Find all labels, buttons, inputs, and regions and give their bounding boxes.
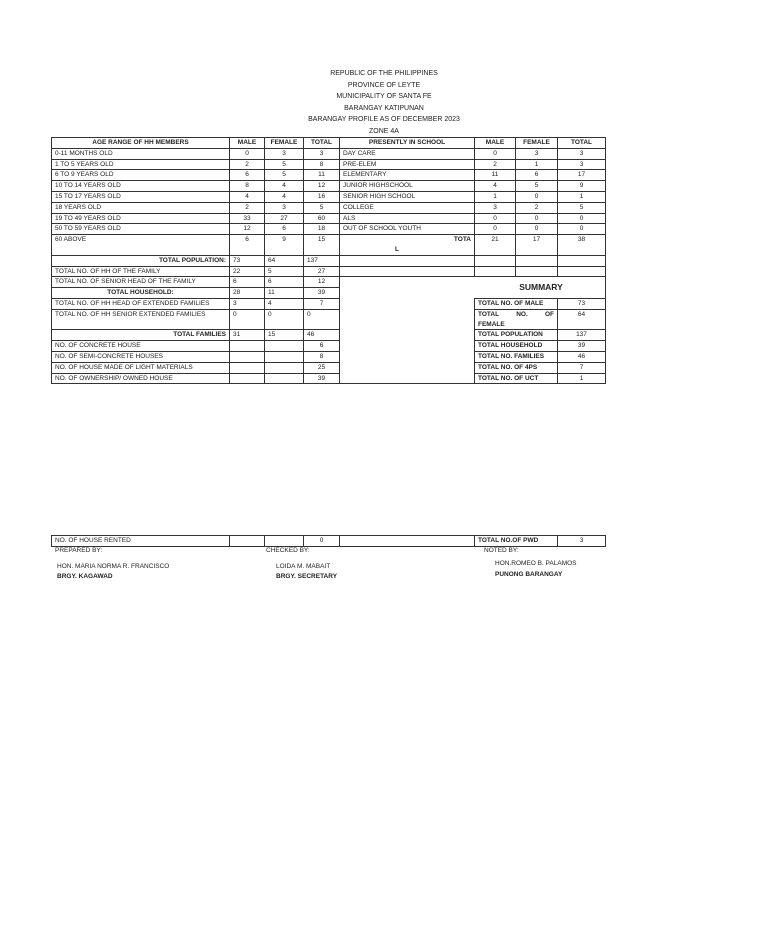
empty-cell — [475, 255, 516, 266]
school-female: 1 — [516, 159, 558, 170]
school-male: 4 — [475, 181, 516, 192]
table-row — [52, 277, 606, 288]
summary-population-value: 137 — [558, 330, 606, 341]
extended-head-total: 7 — [304, 298, 340, 309]
header-municipality: MUNICIPALITY OF SANTA FE — [336, 93, 432, 100]
school-label: SENIOR HIGH SCHOOL — [340, 191, 475, 202]
school-total: 5 — [558, 202, 606, 213]
age-female: 9 — [265, 235, 304, 256]
summary-male-value: 73 — [558, 298, 606, 309]
age-male: 6 — [230, 170, 265, 181]
table-row — [52, 213, 606, 224]
header-province: PROVINCE OF LEYTE — [347, 81, 421, 89]
age-female: 3 — [265, 202, 304, 213]
empty-cell — [340, 362, 475, 373]
age-male: 6 — [230, 235, 265, 256]
total-families-female: 15 — [265, 330, 304, 341]
age-label: 10 TO 14 YEARS OLD — [52, 181, 230, 192]
total-household-label: TOTAL HOUSEHOLD: — [52, 288, 230, 299]
age-total: 11 — [304, 170, 340, 181]
age-total: 60 — [304, 213, 340, 224]
empty-cell — [340, 255, 475, 266]
school-label: ELEMENTARY — [340, 170, 475, 181]
hh-of-family-male: 22 — [230, 266, 265, 277]
senior-head-female: 6 — [265, 277, 304, 288]
empty-cell — [265, 373, 304, 384]
school-male: 3 — [475, 202, 516, 213]
total-families-male: 31 — [230, 330, 265, 341]
age-label: 19 TO 49 YEARS OLD — [52, 213, 230, 224]
table-row — [52, 202, 606, 213]
school-male: 0 — [475, 224, 516, 235]
school-male: 0 — [475, 148, 516, 159]
table-row — [52, 170, 606, 181]
empty-cell — [340, 266, 475, 277]
school-female: 3 — [516, 148, 558, 159]
semi-concrete-label: NO. OF SEMI-CONCRETE HOUSES — [52, 351, 230, 362]
age-female: 6 — [265, 224, 304, 235]
age-male: 12 — [230, 224, 265, 235]
prepared-by-title: BRGY. KAGAWAD — [57, 573, 113, 580]
age-male: 2 — [230, 159, 265, 170]
school-label: ALS — [340, 213, 475, 224]
header-school-total: TOTAL — [558, 138, 606, 149]
pwd-label: TOTAL NO.OF PWD — [475, 536, 558, 547]
school-total: 3 — [558, 159, 606, 170]
summary-title: SUMMARY — [340, 277, 606, 299]
extended-head-female: 4 — [265, 298, 304, 309]
senior-extended-total: 0 — [304, 309, 340, 330]
empty-cell — [230, 351, 265, 362]
age-male: 0 — [230, 148, 265, 159]
age-label: 0-11 MONTHS OLD — [52, 148, 230, 159]
school-female: 0 — [516, 224, 558, 235]
header-republic: REPUBLIC OF THE PHILIPPINES — [330, 70, 438, 77]
hh-of-family-label: TOTAL NO. OF HH OF THE FAMILY — [52, 266, 230, 277]
table-row — [52, 341, 606, 352]
hh-of-family-total: 27 — [304, 266, 340, 277]
table-row — [52, 266, 606, 277]
summary-families-label: TOTAL NO. FAMILIES — [475, 351, 558, 362]
empty-cell — [230, 373, 265, 384]
age-total: 15 — [304, 235, 340, 256]
noted-by-name: HON.ROMEO B. PALAMOS — [495, 560, 577, 567]
summary-female-value: 64 — [558, 309, 606, 330]
age-label: 60 ABOVE — [52, 235, 230, 256]
age-female: 3 — [265, 148, 304, 159]
summary-uct-value: 1 — [558, 373, 606, 384]
age-total: 8 — [304, 159, 340, 170]
summary-female-label-part: NO. — [516, 310, 528, 318]
total-household-total: 39 — [304, 288, 340, 299]
senior-extended-label: TOTAL NO. OF HH SENIOR EXTENDED FAMILIES — [52, 309, 230, 330]
header-age-range: AGE RANGE OF HH MEMBERS — [52, 138, 230, 149]
document-header — [0, 68, 768, 137]
summary-household-value: 39 — [558, 341, 606, 352]
senior-head-label: TOTAL NO. OF SENIOR HEAD OF THE FAMILY — [52, 277, 230, 288]
empty-cell — [340, 351, 475, 362]
summary-4ps-value: 7 — [558, 362, 606, 373]
header-profile-date: BARANGAY PROFILE AS OF DECEMBER 2023 — [308, 116, 460, 123]
table-row — [52, 298, 606, 309]
school-label: DAY CARE — [340, 148, 475, 159]
school-label: COLLEGE — [340, 202, 475, 213]
semi-concrete-total: 8 — [304, 351, 340, 362]
school-total-label-wrap: L — [340, 245, 475, 255]
table-row — [52, 362, 606, 373]
pwd-value: 3 — [558, 536, 606, 547]
house-rented-label: NO. OF HOUSE RENTED — [52, 536, 230, 547]
header-barangay: BARANGAY KATIPUNAN — [344, 104, 424, 112]
barangay-profile-table — [51, 137, 606, 384]
summary-household-label: TOTAL HOUSEHOLD — [475, 341, 558, 352]
school-male: 2 — [475, 159, 516, 170]
age-total: 18 — [304, 224, 340, 235]
extended-head-label: TOTAL NO. OF HH HEAD OF EXTENDED FAMILIES — [52, 298, 230, 309]
ownership-label: NO. OF OWNERSHIP/ OWNED HOUSE — [52, 373, 230, 384]
empty-cell — [475, 266, 516, 277]
summary-uct-label: TOTAL NO. OF UCT — [475, 373, 558, 384]
empty-cell — [516, 266, 558, 277]
age-female: 5 — [265, 170, 304, 181]
age-male: 33 — [230, 213, 265, 224]
age-female: 4 — [265, 181, 304, 192]
header-male: MALE — [230, 138, 265, 149]
empty-cell — [340, 330, 475, 341]
table-row — [52, 235, 606, 245]
age-male: 2 — [230, 202, 265, 213]
total-population-male: 73 — [230, 255, 265, 266]
senior-extended-female: 0 — [265, 309, 304, 330]
summary-male-label: TOTAL NO. OF MALE — [475, 298, 558, 309]
total-population-female: 64 — [265, 255, 304, 266]
school-total-female: 17 — [516, 235, 558, 256]
summary-female-label-part: TOTAL — [478, 310, 500, 318]
prepared-by-name: HON. MARIA NORMA R. FRANCISCO — [57, 563, 170, 570]
age-label: 1 TO 5 YEARS OLD — [52, 159, 230, 170]
school-male: 1 — [475, 191, 516, 202]
school-total: 0 — [558, 213, 606, 224]
age-label: 18 YEARS OLD — [52, 202, 230, 213]
noted-by-label: NOTED BY: — [484, 547, 519, 554]
age-female: 27 — [265, 213, 304, 224]
age-total: 12 — [304, 181, 340, 192]
empty-cell — [230, 362, 265, 373]
table-row — [52, 224, 606, 235]
ownership-total: 39 — [304, 373, 340, 384]
total-families-total: 46 — [304, 330, 340, 341]
age-label: 50 TO 59 YEARS OLD — [52, 224, 230, 235]
table-row — [52, 351, 606, 362]
empty-cell — [558, 255, 606, 266]
concrete-total: 6 — [304, 341, 340, 352]
summary-female-label — [475, 309, 558, 319]
age-male: 8 — [230, 181, 265, 192]
empty-cell — [340, 298, 475, 309]
age-total: 3 — [304, 148, 340, 159]
summary-female-label-part: OF — [544, 310, 554, 318]
school-female: 2 — [516, 202, 558, 213]
school-total-male: 21 — [475, 235, 516, 256]
empty-cell — [340, 536, 475, 547]
table-row — [52, 330, 606, 341]
age-female: 5 — [265, 159, 304, 170]
empty-cell — [265, 351, 304, 362]
age-label: 15 TO 17 YEARS OLD — [52, 191, 230, 202]
school-total: 17 — [558, 170, 606, 181]
total-population-label: TOTAL POPULATION: — [52, 255, 230, 266]
school-male: 11 — [475, 170, 516, 181]
table-row — [52, 536, 606, 547]
table-row — [52, 255, 606, 266]
table-row — [52, 181, 606, 192]
empty-cell — [558, 266, 606, 277]
age-total: 16 — [304, 191, 340, 202]
senior-head-total: 12 — [304, 277, 340, 288]
empty-cell — [340, 309, 475, 330]
school-label: JUNIOR HIGHSCHOOL — [340, 181, 475, 192]
empty-cell — [265, 362, 304, 373]
empty-cell — [265, 536, 304, 547]
table-header-row — [52, 138, 606, 149]
checked-by-name: LOIDA M. MABAIT — [276, 563, 331, 570]
checked-by-title: BRGY. SECRETARY — [276, 573, 338, 580]
age-total: 5 — [304, 202, 340, 213]
table-row — [52, 191, 606, 202]
header-school-female: FEMALE — [516, 138, 558, 149]
light-materials-label: NO. OF HOUSE MADE OF LIGHT MATERIALS — [52, 362, 230, 373]
school-female: 0 — [516, 213, 558, 224]
school-total: 1 — [558, 191, 606, 202]
header-total: TOTAL — [304, 138, 340, 149]
total-household-male: 28 — [230, 288, 265, 299]
checked-by-label: CHECKED BY: — [266, 547, 310, 554]
empty-cell — [230, 341, 265, 352]
age-female: 4 — [265, 191, 304, 202]
senior-head-male: 6 — [230, 277, 265, 288]
empty-cell — [340, 373, 475, 384]
total-population-total: 137 — [304, 255, 340, 266]
age-label: 6 TO 9 YEARS OLD — [52, 170, 230, 181]
school-label: PRE-ELEM — [340, 159, 475, 170]
school-total: 9 — [558, 181, 606, 192]
house-rented-value: 0 — [304, 536, 340, 547]
school-total: 3 — [558, 148, 606, 159]
school-total: 0 — [558, 224, 606, 235]
school-male: 0 — [475, 213, 516, 224]
extended-head-male: 3 — [230, 298, 265, 309]
total-families-label: TOTAL FAMILIES — [52, 330, 230, 341]
table-row — [52, 159, 606, 170]
empty-cell — [340, 341, 475, 352]
school-female: 0 — [516, 191, 558, 202]
empty-cell — [230, 536, 265, 547]
age-male: 4 — [230, 191, 265, 202]
prepared-by-label: PREPARED BY: — [55, 547, 103, 554]
summary-female-label-wrap: FEMALE — [475, 320, 558, 330]
school-total-label: TOTA — [340, 235, 475, 245]
table-row — [52, 373, 606, 384]
header-school-male: MALE — [475, 138, 516, 149]
header-presently-in-school: PRESENTLY IN SCHOOL — [340, 138, 475, 149]
table-row — [52, 148, 606, 159]
empty-cell — [265, 341, 304, 352]
header-zone: ZONE 4A — [369, 127, 399, 135]
school-female: 6 — [516, 170, 558, 181]
summary-families-value: 46 — [558, 351, 606, 362]
summary-population-label: TOTAL POPULATION — [475, 330, 558, 341]
noted-by-title: PUNONG BARANGAY — [495, 571, 563, 578]
empty-cell — [516, 255, 558, 266]
hh-of-family-female: 5 — [265, 266, 304, 277]
header-female: FEMALE — [265, 138, 304, 149]
senior-extended-male: 0 — [230, 309, 265, 330]
school-total-total: 38 — [558, 235, 606, 256]
bottom-table — [51, 535, 606, 547]
table-row — [52, 309, 606, 319]
summary-4ps-label: TOTAL NO. OF 4PS — [475, 362, 558, 373]
concrete-label: NO. OF CONCRETE HOUSE — [52, 341, 230, 352]
school-label: OUT OF SCHOOL YOUTH — [340, 224, 475, 235]
total-household-female: 11 — [265, 288, 304, 299]
light-materials-total: 25 — [304, 362, 340, 373]
school-female: 5 — [516, 181, 558, 192]
